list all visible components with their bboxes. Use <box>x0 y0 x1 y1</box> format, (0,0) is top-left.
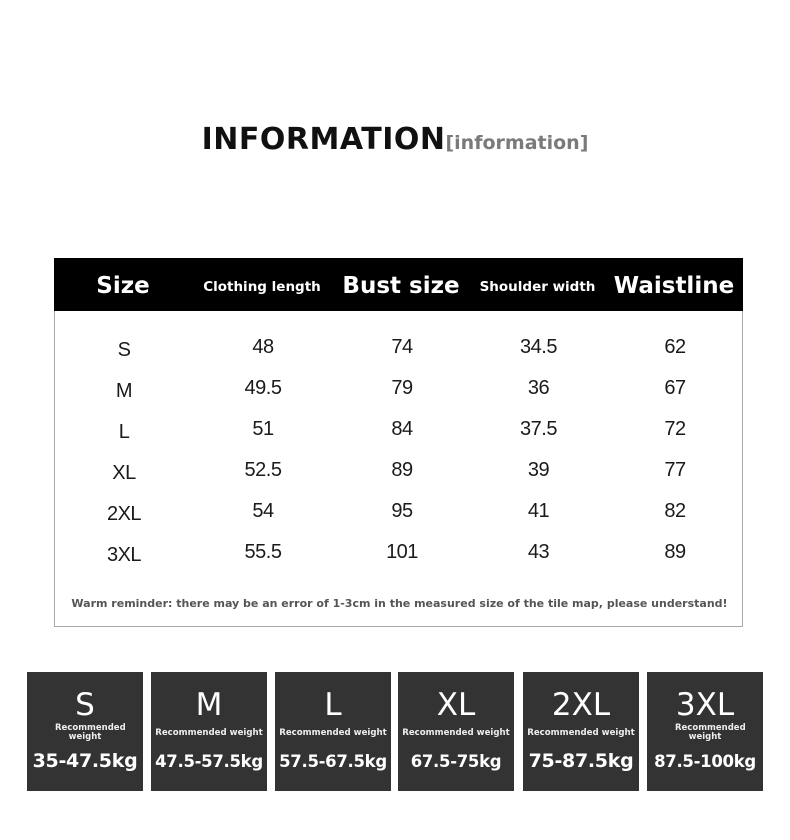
card-size-label: L <box>324 687 342 723</box>
cell-shoulder-width: 43 <box>527 541 550 563</box>
cell-clothing-length: 52.5 <box>244 459 282 481</box>
cell-bust-size: 89 <box>391 459 413 481</box>
header-clothing-length: Clothing length <box>203 279 321 295</box>
cell-clothing-length: 48 <box>252 336 274 358</box>
cell-clothing-length: 51 <box>252 418 274 440</box>
cell-size: L <box>118 421 130 443</box>
table-row <box>55 368 744 409</box>
cell-shoulder-width: 36 <box>527 377 550 399</box>
table-row <box>55 450 744 491</box>
recommended-weight-cards <box>27 672 763 791</box>
title-main: INFORMATION <box>201 122 446 157</box>
card-size-label: 3XL <box>675 687 735 723</box>
cell-size: XL <box>112 462 136 484</box>
card-recommended-label: Recommended weight <box>527 728 635 738</box>
card-weight-range: 35-47.5kg <box>32 750 138 772</box>
size-chart-table <box>54 258 743 627</box>
weight-card-xl <box>398 672 514 791</box>
header-size: Size <box>96 273 150 299</box>
table-header <box>54 258 743 311</box>
title-subtitle: [information] <box>445 132 589 154</box>
cell-clothing-length: 49.5 <box>244 377 282 399</box>
cell-size: S <box>117 339 131 361</box>
cell-waistline: 82 <box>664 500 686 522</box>
cell-bust-size: 74 <box>391 336 413 358</box>
card-size-label: M <box>195 687 223 723</box>
card-weight-range: 47.5-57.5kg <box>155 752 263 771</box>
cell-bust-size: 95 <box>391 500 413 522</box>
card-recommended-label: Recommended weight <box>279 728 387 738</box>
card-size-label: S <box>75 687 95 723</box>
cell-shoulder-width: 39 <box>527 459 550 481</box>
card-recommended-label: Recommended weight <box>675 723 746 742</box>
cell-waistline: 77 <box>664 459 686 481</box>
card-recommended-label: Recommended weight <box>55 723 126 742</box>
page-title <box>0 122 790 157</box>
header-waistline: Waistline <box>613 273 735 299</box>
weight-card-s <box>27 672 143 791</box>
card-recommended-label: Recommended weight <box>402 728 510 738</box>
cell-waistline: 72 <box>664 418 686 440</box>
cell-size: M <box>115 380 133 402</box>
cell-waistline: 89 <box>664 541 686 563</box>
cell-size: 2XL <box>106 503 142 525</box>
table-row <box>55 532 744 573</box>
cell-size: 3XL <box>106 544 142 566</box>
card-weight-range: 87.5-100kg <box>654 752 756 771</box>
card-weight-range: 75-87.5kg <box>528 750 634 772</box>
card-weight-range: 67.5-75kg <box>410 752 502 771</box>
table-row <box>55 327 744 368</box>
header-shoulder-width: Shoulder width <box>479 279 596 295</box>
table-row <box>55 409 744 450</box>
header-bust-size: Bust size <box>342 273 460 299</box>
cell-clothing-length: 55.5 <box>244 541 282 563</box>
card-recommended-label: Recommended weight <box>155 728 263 738</box>
cell-bust-size: 79 <box>391 377 413 399</box>
cell-shoulder-width: 34.5 <box>520 336 557 358</box>
measurement-reminder: Warm reminder: there may be an error of 1-3cm in the measured size of the tile map, please understand! <box>71 597 728 610</box>
table-row <box>55 491 744 532</box>
cell-clothing-length: 54 <box>252 500 274 522</box>
weight-card-2xl <box>523 672 639 791</box>
weight-card-m <box>151 672 267 791</box>
cell-bust-size: 84 <box>391 418 413 440</box>
cell-shoulder-width: 41 <box>527 500 550 522</box>
card-weight-range: 57.5-67.5kg <box>279 752 387 771</box>
cell-shoulder-width: 37.5 <box>520 418 557 440</box>
weight-card-3xl <box>647 672 763 791</box>
card-size-label: 2XL <box>551 687 611 723</box>
cell-waistline: 67 <box>664 377 686 399</box>
card-size-label: XL <box>436 687 476 723</box>
cell-bust-size: 101 <box>386 541 418 563</box>
weight-card-l <box>275 672 391 791</box>
cell-waistline: 62 <box>664 336 686 358</box>
